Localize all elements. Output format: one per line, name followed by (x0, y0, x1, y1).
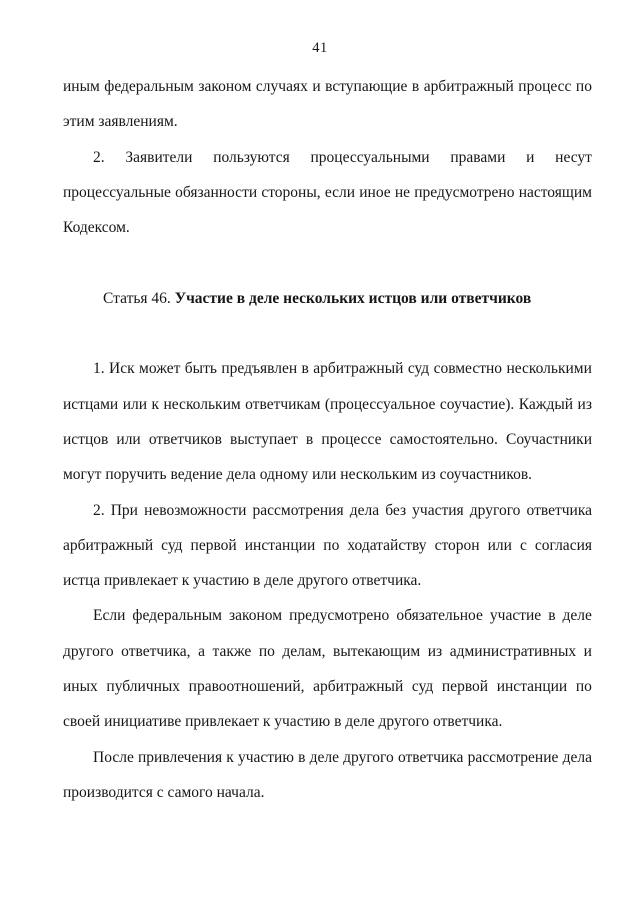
article-heading-prefix: Статья 46. (103, 289, 175, 307)
text-line: Кодексом. (63, 219, 130, 237)
text-line: Если федеральным законом предусмотрено обязательное участие в деле (93, 607, 592, 625)
text-line: истцов или ответчиков выступает в процессе самостоятельно. Соучастники (63, 430, 592, 448)
text-line: иных публичных правоотношений, арбитражный суд первой инстанции по (63, 678, 592, 696)
text-line: 2. При невозможности рассмотрения дела без участия другого ответчика (93, 501, 592, 519)
page-number: 41 (312, 40, 328, 56)
text-line: могут поручить ведение дела одному или нескольким из соучастников. (63, 466, 533, 484)
text-line: истцами или к нескольким ответчикам (процессуальное соучастие). Каждый из (63, 395, 592, 413)
text-line: производится с самого начала. (63, 783, 265, 801)
text-line: иным федеральным законом случаях и вступающие в арбитражный процесс по (63, 78, 592, 95)
text-line: 2. Заявители пользуются процессуальными правами и несут (93, 148, 592, 166)
text-line: этим заявлениям. (63, 113, 178, 131)
text-line: После привлечения к участию в деле другого ответчика рассмотрение дела (93, 748, 592, 766)
article-heading (63, 281, 592, 316)
text-line: истца привлекает к участию в деле другого ответчика. (63, 572, 422, 590)
document-content (63, 69, 592, 810)
text-line: другого ответчика, а также по делам, вытекающим из административных и (63, 642, 592, 660)
text-line: процессуальные обязанности стороны, если иное не предусмотрено настоящим (63, 183, 592, 201)
text-line: 1. Иск может быть предъявлен в арбитражный суд совместно несколькими (93, 360, 592, 378)
text-line: своей инициативе привлекает к участию в деле другого ответчика. (63, 713, 503, 731)
blank-line (63, 316, 592, 351)
text-line: арбитражный суд первой инстанции по ходатайству сторон или с согласия (63, 536, 592, 554)
blank-line (63, 245, 592, 280)
article-heading-title: Участие в деле нескольких истцов или ответчиков (174, 289, 532, 307)
